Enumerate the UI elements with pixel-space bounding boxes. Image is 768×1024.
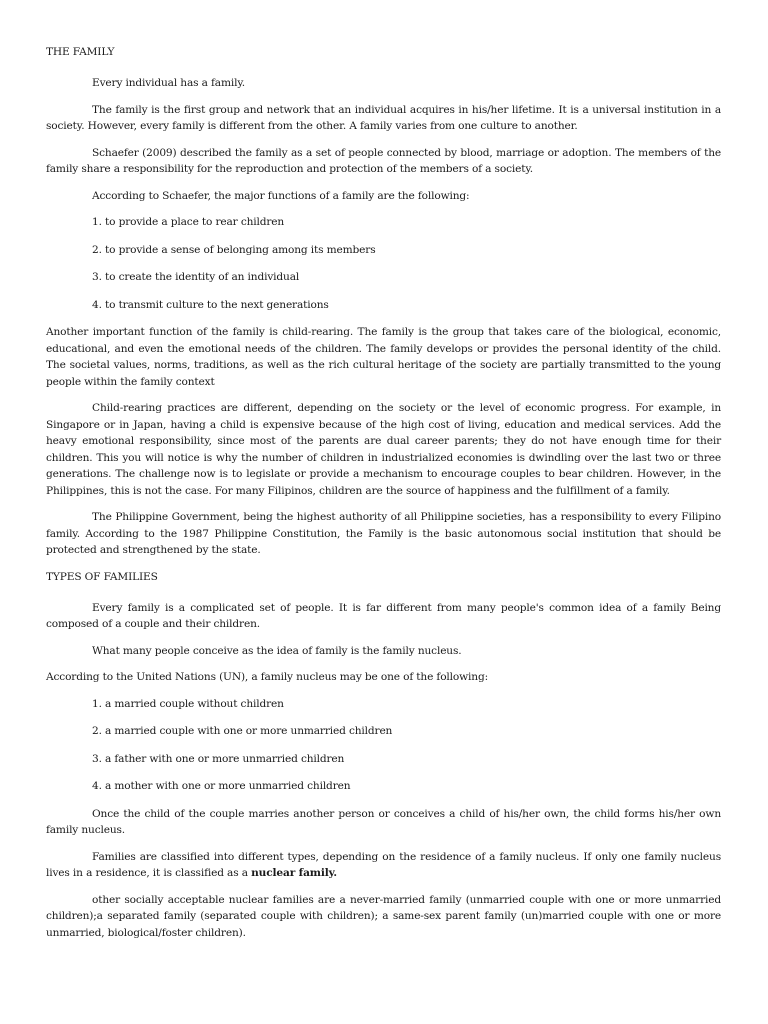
list-item: 4. to transmit culture to the next generations	[92, 298, 329, 311]
paragraph: Schaefer (2009) described the family as a set of people connected by blood, marriage or adoption. The members of the family share a responsibility for the reproduction and protection of the members of a society.	[46, 146, 721, 175]
paragraph: The Philippine Government, being the highest authority of all Philippine societies, has a responsibility to every Filipino family. According to the 1987 Philippine Constitution, the Family is the basic autonomous social institution that should be protected and strengthened by the state.	[46, 511, 721, 556]
paragraph: According to the United Nations (UN), a family nucleus may be one of the following:	[46, 671, 489, 683]
paragraph: Every individual has a family.	[92, 77, 245, 89]
paragraph-text: Families are classified into different types, depending on the residence of a family nucleus. If only one family nucleus lives in a residence, it is classified as a	[46, 850, 721, 879]
document-page	[46, 44, 721, 951]
paragraph: What many people conceive as the idea of family is the family nucleus.	[92, 644, 462, 657]
paragraph: The family is the first group and network that an individual acquires in his/her lifetime. It is a universal institution in a society. However, every family is different from the other. A family varies from one culture to another.	[46, 103, 721, 132]
bold-term-nuclear-family: nuclear family.	[251, 867, 337, 879]
paragraph: Once the child of the couple marries another person or conceives a child of his/her own, the child forms his/her own family nucleus.	[46, 807, 721, 836]
paragraph: According to Schaefer, the major functions of a family are the following:	[92, 189, 470, 202]
paragraph: Child-rearing practices are different, depending on the society or the level of economic progress. For example, in Singapore or in Japan, having a child is expensive because of the high cost of living, education and medical services. Add the heavy emotional responsibility, since most of the parents are dual career parents; they do not have enough time for their children. This you will notice is why the number of children in industrialized economies is dwindling over the last two or three generations. The challenge now is to legislate or provide a mechanism to encourage couples to bear children. However, in the Philippines, this is not the case. For many Filipinos, children are the source of happiness and the fulfillment of a family.	[46, 402, 721, 497]
list-item: 2. to provide a sense of belonging among its members	[92, 243, 376, 256]
list-item: 4. a mother with one or more unmarried children	[92, 780, 351, 792]
list-item: 3. a father with one or more unmarried children	[92, 752, 345, 765]
paragraph	[46, 849, 721, 882]
section-heading-the-family: THE FAMILY	[46, 46, 115, 58]
list-item: 1. to provide a place to rear children	[92, 216, 285, 228]
list-item: 3. to create the identity of an individual	[92, 271, 300, 283]
paragraph: Every family is a complicated set of people. It is far different from many people's common idea of a family Being composed of a couple and their children.	[46, 601, 721, 630]
list-item: 1. a married couple without children	[92, 697, 284, 710]
paragraph: Another important function of the family is child-rearing. The family is the group that takes care of the biological, economic, educational, and even the emotional needs of the children. The family develops or provides the personal identity of the child. The societal values, norms, traditions, as well as the rich cultural heritage of the society are partially transmitted to the young people within the family context	[46, 326, 721, 388]
list-item: 2. a married couple with one or more unmarried children	[92, 725, 393, 737]
section-heading-types-of-families: TYPES OF FAMILIES	[46, 570, 158, 583]
paragraph: other socially acceptable nuclear families are a never-married family (unmarried couple with one or more unmarried children);a separated family (separated couple with children); a same-sex parent family (un)married couple with one or more unmarried, biological/foster children).	[46, 893, 721, 939]
